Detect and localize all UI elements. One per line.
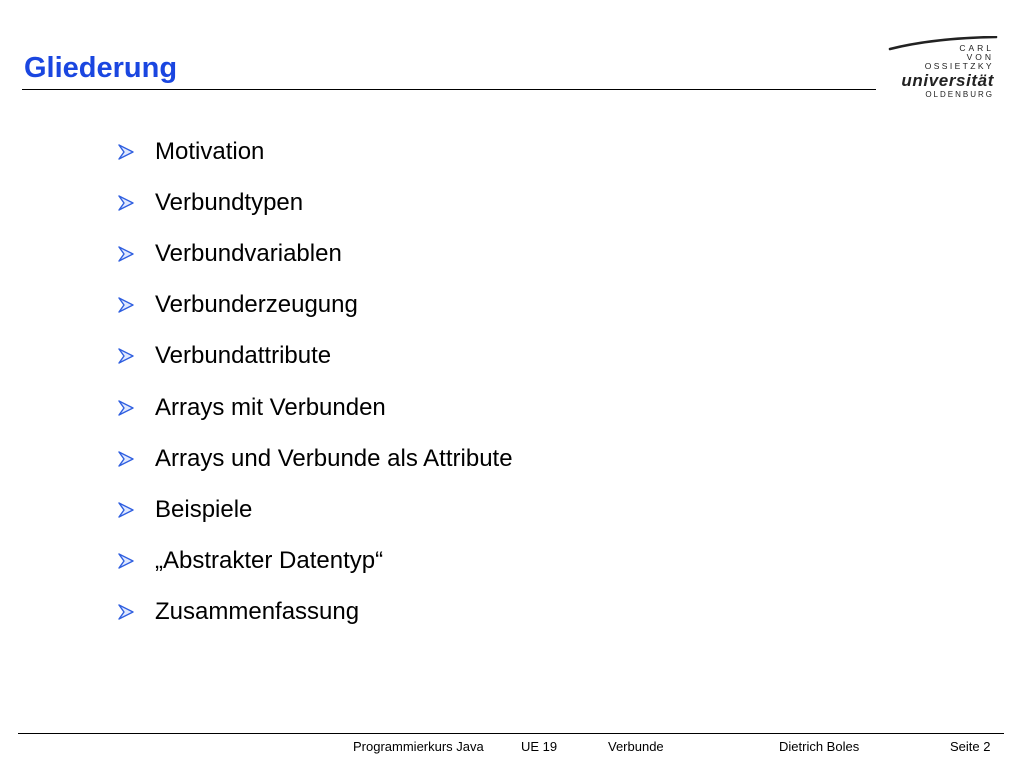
list-item-text: Verbundattribute <box>155 342 332 370</box>
footer-course: Programmierkurs Java <box>353 739 484 754</box>
list-item <box>117 536 513 587</box>
list-item-text: Beispiele <box>155 495 253 523</box>
list-item <box>117 280 513 331</box>
list-item-text: Verbunderzeugung <box>155 291 358 319</box>
footer-divider <box>18 733 1004 734</box>
list-item <box>117 382 513 433</box>
arrow-bullet-icon <box>117 603 135 621</box>
list-item-text: Verbundvariablen <box>155 239 342 267</box>
list-item <box>117 587 513 638</box>
arrow-bullet-icon <box>117 245 135 263</box>
list-item <box>117 228 513 279</box>
arrow-bullet-icon <box>117 143 135 161</box>
list-item <box>117 177 513 228</box>
list-item <box>117 126 513 177</box>
logo-line-carl: CARL <box>959 43 994 53</box>
arrow-bullet-icon <box>117 194 135 212</box>
logo-line-oldenburg: OLDENBURG <box>925 90 994 99</box>
list-item-text: Verbundtypen <box>155 188 304 216</box>
arrow-bullet-icon <box>117 399 135 417</box>
list-item-text: „Abstrakter Datentyp“ <box>155 547 384 575</box>
arrow-bullet-icon <box>117 552 135 570</box>
logo-line-von: VON <box>966 52 994 62</box>
footer-page-number: Seite 2 <box>950 739 991 754</box>
list-item-text: Arrays mit Verbunden <box>155 393 386 421</box>
footer-topic: Verbunde <box>608 739 664 754</box>
footer-unit: UE 19 <box>521 739 558 754</box>
slide-title: Gliederung <box>24 52 178 84</box>
arrow-bullet-icon <box>117 501 135 519</box>
logo-line-ossietzky: OSSIETZKY <box>924 61 994 71</box>
arrow-bullet-icon <box>117 450 135 468</box>
arrow-bullet-icon <box>117 296 135 314</box>
title-divider <box>22 89 876 90</box>
list-item-text: Zusammenfassung <box>155 598 360 626</box>
list-item <box>117 484 513 535</box>
university-logo-graphic <box>884 36 1000 102</box>
arrow-bullet-icon <box>117 347 135 365</box>
logo-line-universitaet: universität <box>901 71 994 90</box>
agenda-list <box>117 126 513 638</box>
list-item-text: Arrays und Verbunde als Attribute <box>155 444 513 472</box>
list-item <box>117 433 513 484</box>
list-item <box>117 331 513 382</box>
footer-author: Dietrich Boles <box>779 739 860 754</box>
list-item-text: Motivation <box>155 137 265 165</box>
university-logo <box>884 36 1000 102</box>
